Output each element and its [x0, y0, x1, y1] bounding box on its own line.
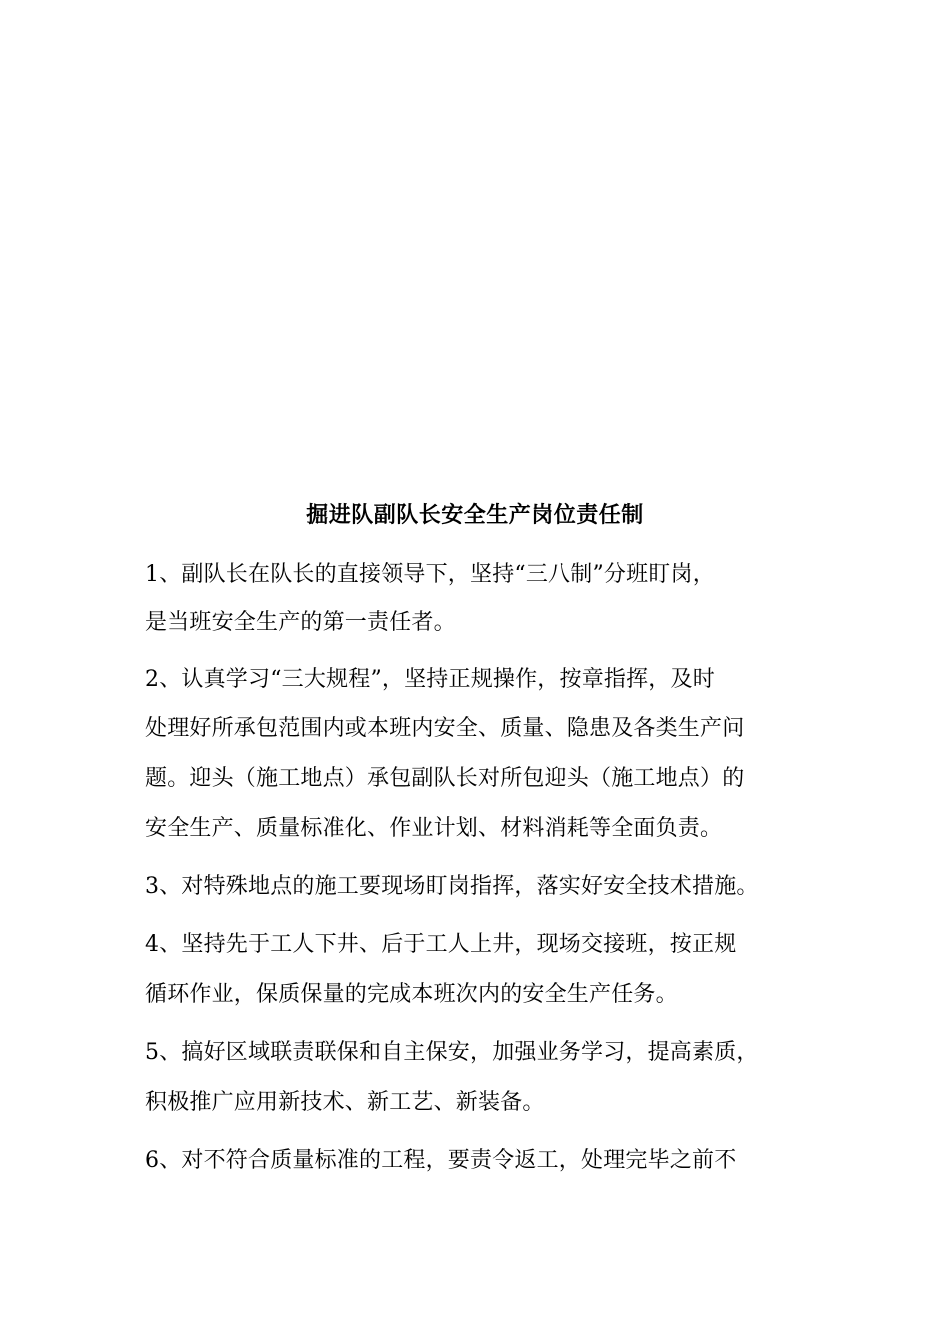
text-line: 是当班安全生产的第一责任者。	[145, 610, 456, 635]
text-line: 安全生产、质量标准化、作业计划、材料消耗等全面负责。	[145, 816, 723, 841]
text-line: 4、坚持先于工人下井、后于工人上井，现场交接班，按正规	[145, 932, 737, 957]
text-line: 6、对不符合质量标准的工程，要责令返工，处理完毕之前不	[145, 1148, 737, 1173]
text-line: 题。迎头（施工地点）承包副队长对所包迎头（施工地点）的	[145, 766, 745, 791]
text-line: 1、副队长在队长的直接领导下，坚持“三八制”分班盯岗，	[145, 562, 715, 587]
text-line: 处理好所承包范围内或本班内安全、质量、隐患及各类生产问	[145, 716, 745, 741]
text-line: 2、认真学习“三大规程”，坚持正规操作，按章指挥，及时	[145, 667, 715, 692]
text-line: 积极推广应用新技术、新工艺、新装备。	[145, 1090, 545, 1115]
text-line: 5、搞好区域联责联保和自主保安，加强业务学习，提高素质，	[145, 1040, 759, 1065]
text-line: 循环作业，保质保量的完成本班次内的安全生产任务。	[145, 982, 678, 1007]
text-line: 3、对特殊地点的施工要现场盯岗指挥，落实好安全技术措施。	[145, 874, 759, 899]
document-title: 掘进队副队长安全生产岗位责任制	[306, 502, 644, 528]
